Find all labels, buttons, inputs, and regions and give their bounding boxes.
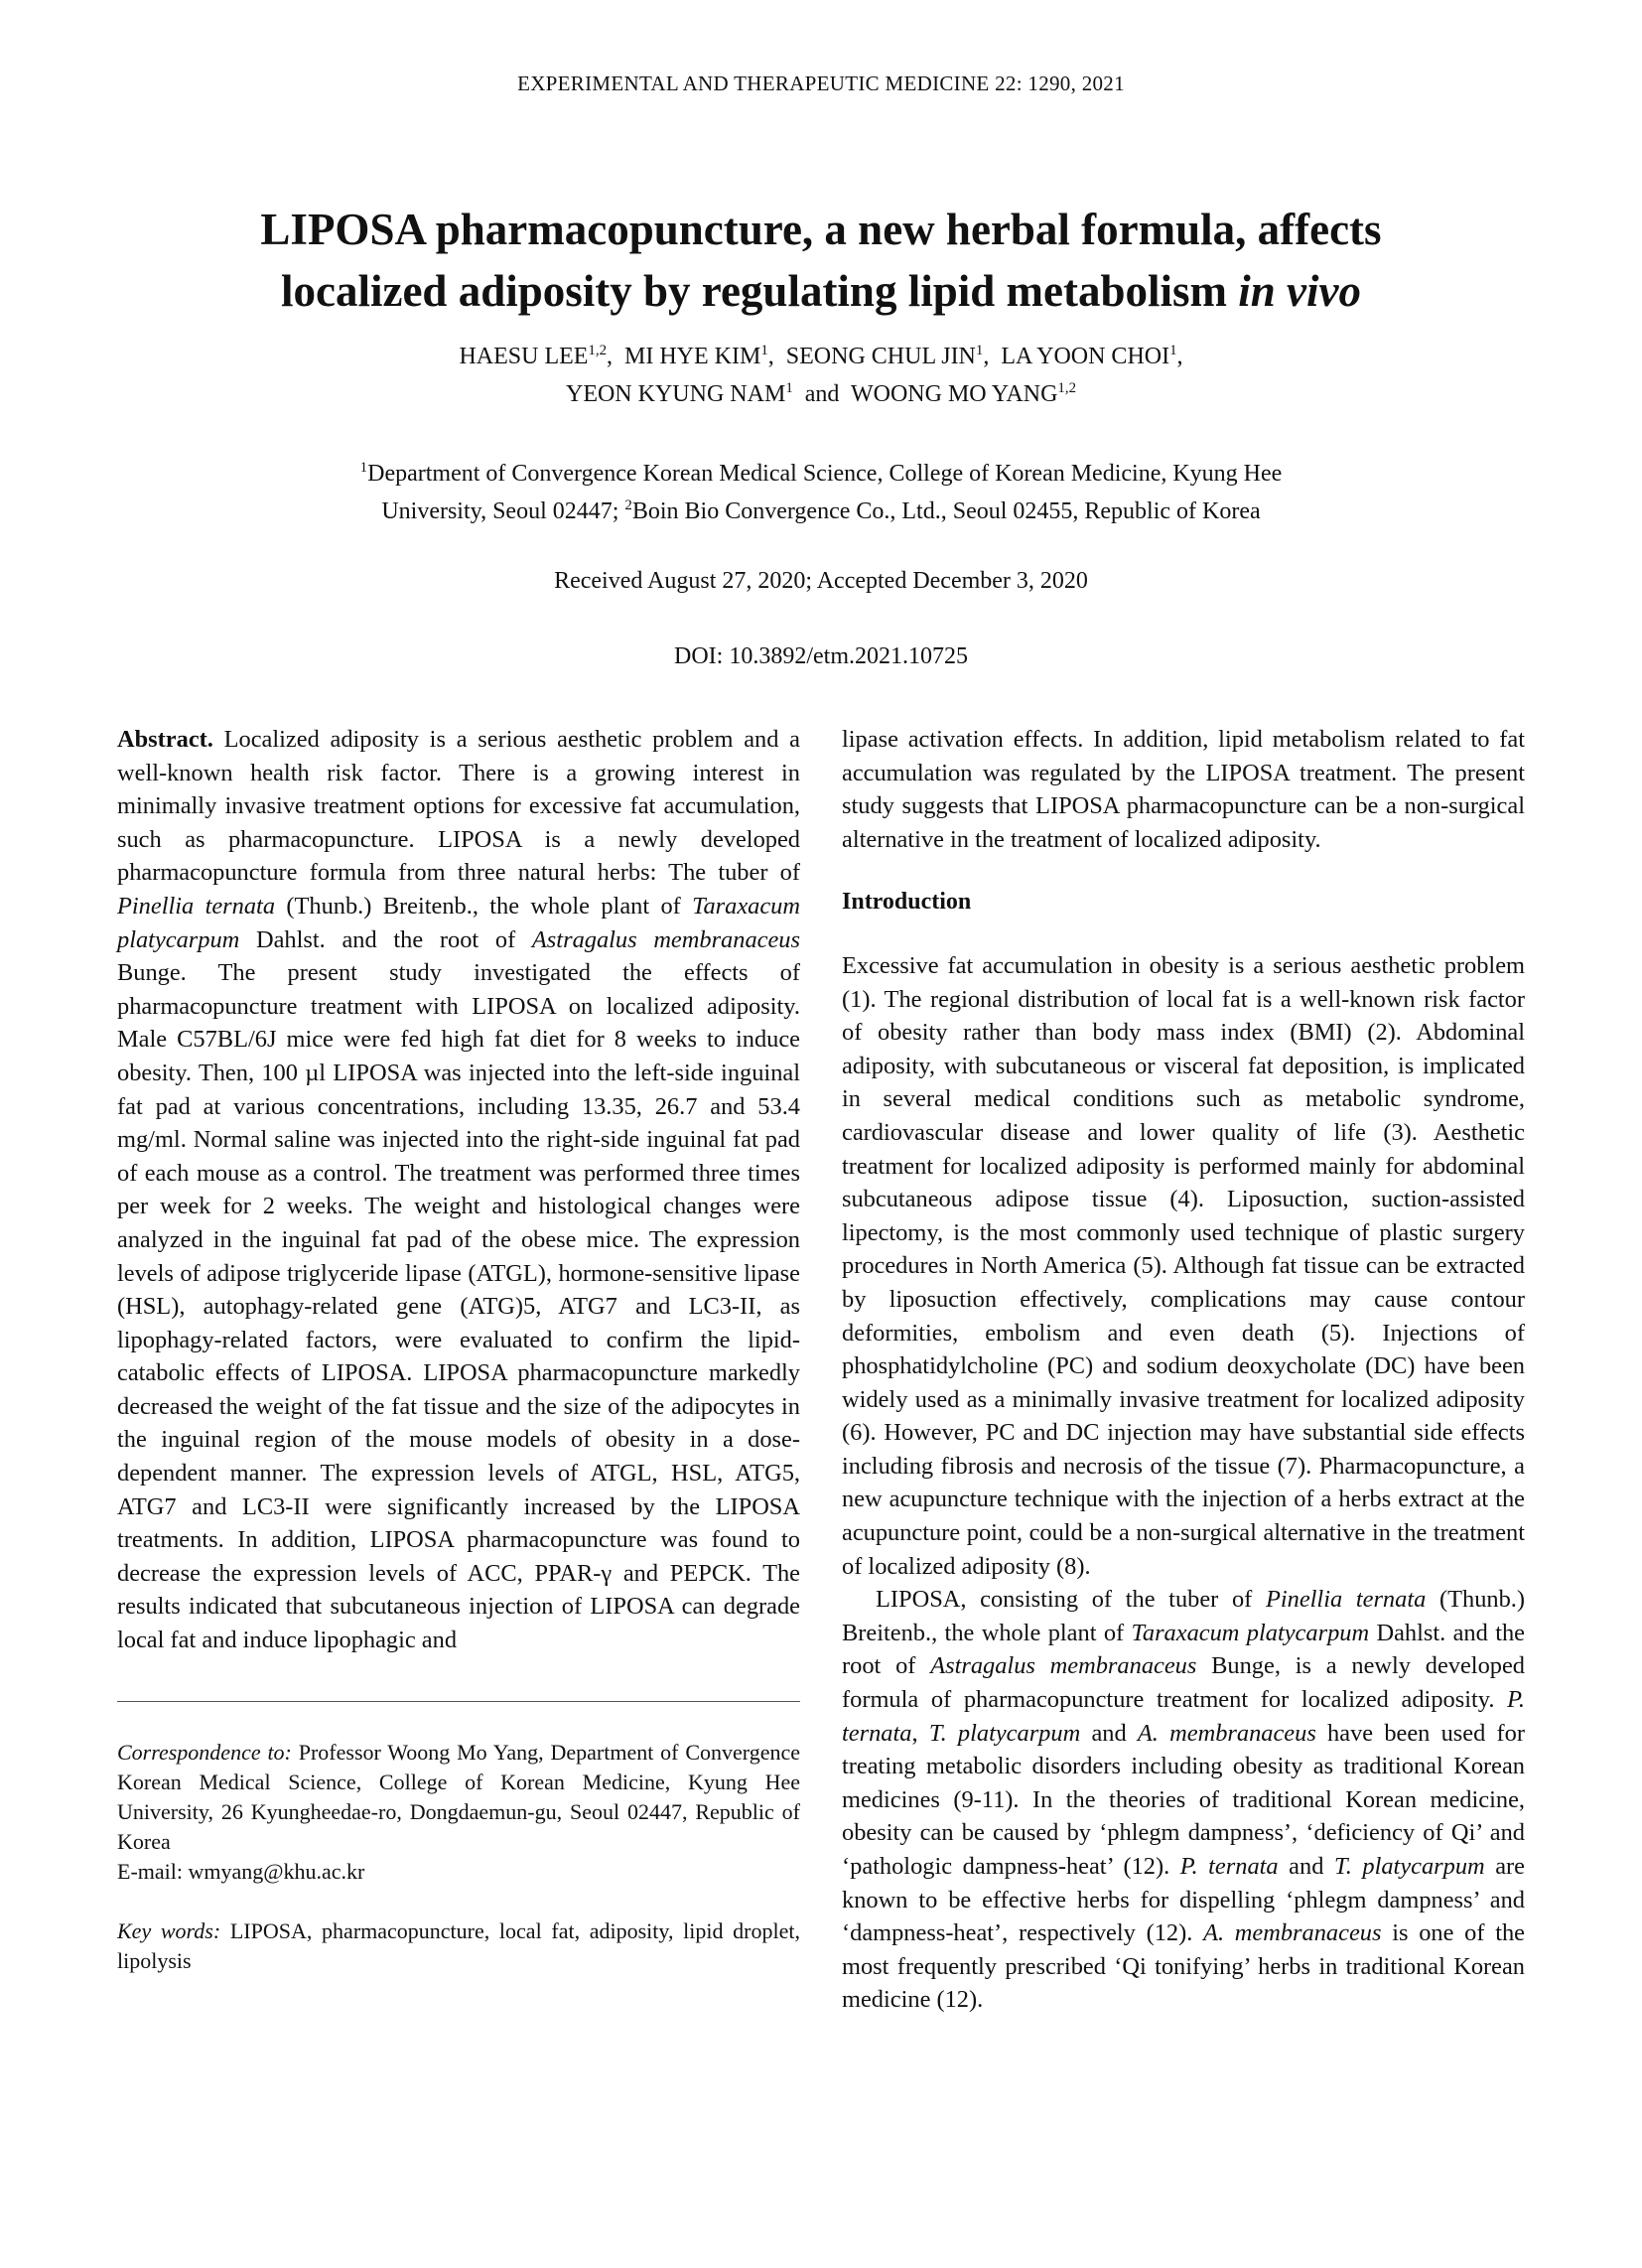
author-name: LA YOON CHOI: [1001, 344, 1170, 369]
author-affil-sup: 1: [1169, 343, 1177, 358]
left-column: [117, 723, 800, 1976]
author-name: WOONG MO YANG: [850, 381, 1058, 407]
correspondence-label: Correspondence to:: [117, 1739, 292, 1765]
abstract-text: Dahlst. and the root of: [239, 925, 532, 953]
author-name: MI HYE KIM: [624, 344, 761, 369]
species-name: Taraxacum platycarpum: [1131, 1619, 1370, 1646]
affiliation-line-2: [149, 493, 1493, 530]
doi: DOI: 10.3892/etm.2021.10725: [674, 643, 968, 669]
affiliation-text-2b: Boin Bio Convergence Co., Ltd., Seoul 02455, Republic of Korea: [631, 498, 1261, 524]
title-line-2: [149, 260, 1493, 322]
abstract-text: Bunge. The present study investigated the effects of pharmacopuncture treatment with LIPOSA on localized adiposity. Male C57BL/6J mice were fed high fat diet for 8 weeks to induce obesity. Then, 100 µl LIPOSA was injected into the left-side inguinal fat pad at various concentrations, including 13.35, 26.7 and 53.4 mg/ml. Normal saline was injected into the right-side inguinal fat pad of each mouse as a control. The treatment was performed three times per week for 2 weeks. The weight and histological changes were analyzed in the inguinal fat pad of the obese mice. The expression levels of adipose triglyceride lipase (ATGL), hormone-sensitive lipase (HSL), autophagy-related gene (ATG)5, ATG7 and LC3-II, as lipophagy-related factors, were evaluated to confirm the lipid-catabolic effects of LIPOSA. LIPOSA pharmacopuncture markedly decreased the weight of the fat tissue and the size of the adipocytes in the inguinal region of the mouse models of obesity in a dose-dependent manner. The expression levels of ATGL, HSL, ATG5, ATG7 and LC3-II were significantly increased by the LIPOSA treatments. In addition, LIPOSA pharmacopuncture was found to decrease the expression levels of ACC, PPAR-γ and PEPCK. The results indicated that subcutaneous injection of LIPOSA can degrade local fat and induce lipophagic and: [117, 959, 800, 1654]
species-name: P. ternata: [1179, 1853, 1279, 1880]
author-name: SEONG CHUL JIN: [785, 344, 976, 369]
author-affil-sup: 1: [785, 380, 793, 396]
species-name: Pinellia ternata: [1265, 1586, 1427, 1614]
affiliations: [149, 455, 1493, 530]
section-heading-introduction: Introduction: [842, 889, 972, 916]
correspondence-note: [117, 1738, 800, 1857]
abstract-text: Localized adiposity is a serious aesthetic problem and a well-known health risk factor. There is a growing interest in minimally invasive treatment options for excessive fat accumulation, such as pharmacopuncture. LIPOSA is a newly developed pharmacopuncture formula from three natural herbs: The tuber of: [117, 726, 800, 887]
abstract-text: (Thunb.) Breitenb., the whole plant of: [275, 892, 693, 920]
intro-paragraph-2: LIPOSA, consisting of the tuber of Pinellia ternata (Thunb.) Breitenb., the whole plant of Taraxacum platycarpum Dahlst. and the root of Astragalus membranaceus Bunge, is a newly developed formula of pharmacopuncture treatment for localized adiposity. P. ternata, T. platycarpum and A. membranaceus have been used for treating metabolic disorders including obesity as traditional Korean medicines (9-11). In the theories of traditional Korean medicine, obesity can be caused by ‘phlegm dampness’, ‘deficiency of Qi’ and ‘pathologic dampness-heat’ (12). P. ternata and T. platycarpum are known to be effective herbs for dispelling ‘phlegm dampness’ and ‘dampness-heat’, respectively (12). A. membranaceus is one of the most frequently prescribed ‘Qi tonifying’ herbs in traditional Korean medicine (12).: [842, 1586, 1526, 2014]
species-name: A. membranaceus: [1203, 1919, 1382, 1947]
article-title: [149, 199, 1493, 322]
species-name: Astragalus membranaceus: [930, 1652, 1197, 1680]
right-column: [842, 723, 1525, 2017]
footnote-divider: [117, 1701, 800, 1702]
affil-sup-2: 2: [624, 497, 632, 513]
species-name: Astragalus membranaceus: [531, 925, 800, 953]
keywords-text: LIPOSA, pharmacopuncture, local fat, adiposity, lipid droplet, lipolysis: [117, 1917, 800, 1973]
affil-sup-1: 1: [359, 460, 368, 476]
author-list: [149, 338, 1493, 413]
species-name: T. platycarpum: [928, 1719, 1081, 1747]
running-header: EXPERIMENTAL AND THERAPEUTIC MEDICINE 22: 1290, 2021: [517, 71, 1125, 95]
author-affil-sup: 1,2: [1057, 380, 1077, 396]
species-name: A. membranaceus: [1137, 1719, 1316, 1747]
author-affil-sup: 1: [760, 343, 768, 358]
keywords: [117, 1916, 800, 1976]
correspondence-email: E-mail: wmyang@khu.ac.kr: [117, 1858, 365, 1884]
species-name: T. platycarpum: [1333, 1853, 1485, 1880]
affiliation-line-1: [149, 455, 1493, 493]
author-affil-sup: 1: [975, 343, 984, 358]
species-name: P. ternata: [842, 1686, 1525, 1747]
correspondence-text: Professor Woong Mo Yang, Department of Convergence Korean Medical Science, College of Korean Medicine, Kyung Hee University, 26 Kyungheedae-ro, Dongdaemun-gu, Seoul 02447, Republic of Korea: [117, 1739, 801, 1854]
received-accepted-dates: Received August 27, 2020; Accepted December 3, 2020: [554, 568, 1088, 594]
species-name: Pinellia ternata: [117, 892, 276, 920]
keywords-label: Key words:: [117, 1917, 221, 1943]
title-line-1: LIPOSA pharmacopuncture, a new herbal formula, affects: [260, 205, 1382, 254]
title-line-2-italic: in vivo: [1238, 266, 1361, 316]
affiliation-text-1: Department of Convergence Korean Medical Science, College of Korean Medicine, Kyung Hee: [367, 461, 1283, 487]
abstract-label: Abstract.: [117, 726, 213, 753]
author-line-2: [149, 375, 1493, 413]
title-line-2-main: localized adiposity by regulating lipid metabolism: [281, 266, 1239, 316]
author-line-1: HAESU LEE$^{1,2}$, MI HYE KIM$^1$, SEONG CHUL JIN$^1$, LA YOON CHOI$^1$,: [459, 343, 1183, 369]
author-name: YEON KYUNG NAM: [565, 381, 786, 407]
abstract-paragraph: [117, 723, 800, 1657]
species-name: Taraxacum platycarpum: [117, 892, 800, 953]
intro-paragraph-1: Excessive fat accumulation in obesity is a serious aesthetic problem (1). The regional distribution of local fat is a well-known risk factor of obesity rather than body mass index (BMI) (2). Abdominal adiposity, with subcutaneous or visceral fat deposition, is implicated in several medical conditions such as metabolic syndrome, cardiovascular disease and lower quality of life (3). Aesthetic treatment for localized adiposity is performed mainly for abdominal subcutaneous adipose tissue (4). Liposuction, suction-assisted lipectomy, is the most commonly used technique of plastic surgery procedures in North America (5). Although fat tissue can be extracted by liposuction effectively, complications may cause contour deformities, embolism and even death (5). Injections of phosphatidylcholine (PC) and sodium deoxycholate (DC) have been widely used as a minimally invasive treatment for localized adiposity (6). However, PC and DC injection may have substantial side effects including fibrosis and necrosis of the tissue (7). Pharmacopuncture, a new acupuncture technique with the injection of a herbs extract at the acupuncture point, could be a non-surgical alternative in the treatment of localized adiposity (8).: [842, 951, 1525, 1580]
affiliation-text-2a: University, Seoul 02447;: [381, 498, 625, 524]
author-conjunction: and: [804, 381, 840, 407]
abstract-continuation: lipase activation effects. In addition, lipid metabolism related to fat accumulation was regulated by the LIPOSA treatment. The present study suggests that LIPOSA pharmacopuncture can be a non-surgical alternative in the treatment of localized adiposity.: [842, 726, 1525, 853]
author-affil-sup: 1,2: [588, 343, 608, 358]
author-name: HAESU LEE: [459, 344, 589, 369]
